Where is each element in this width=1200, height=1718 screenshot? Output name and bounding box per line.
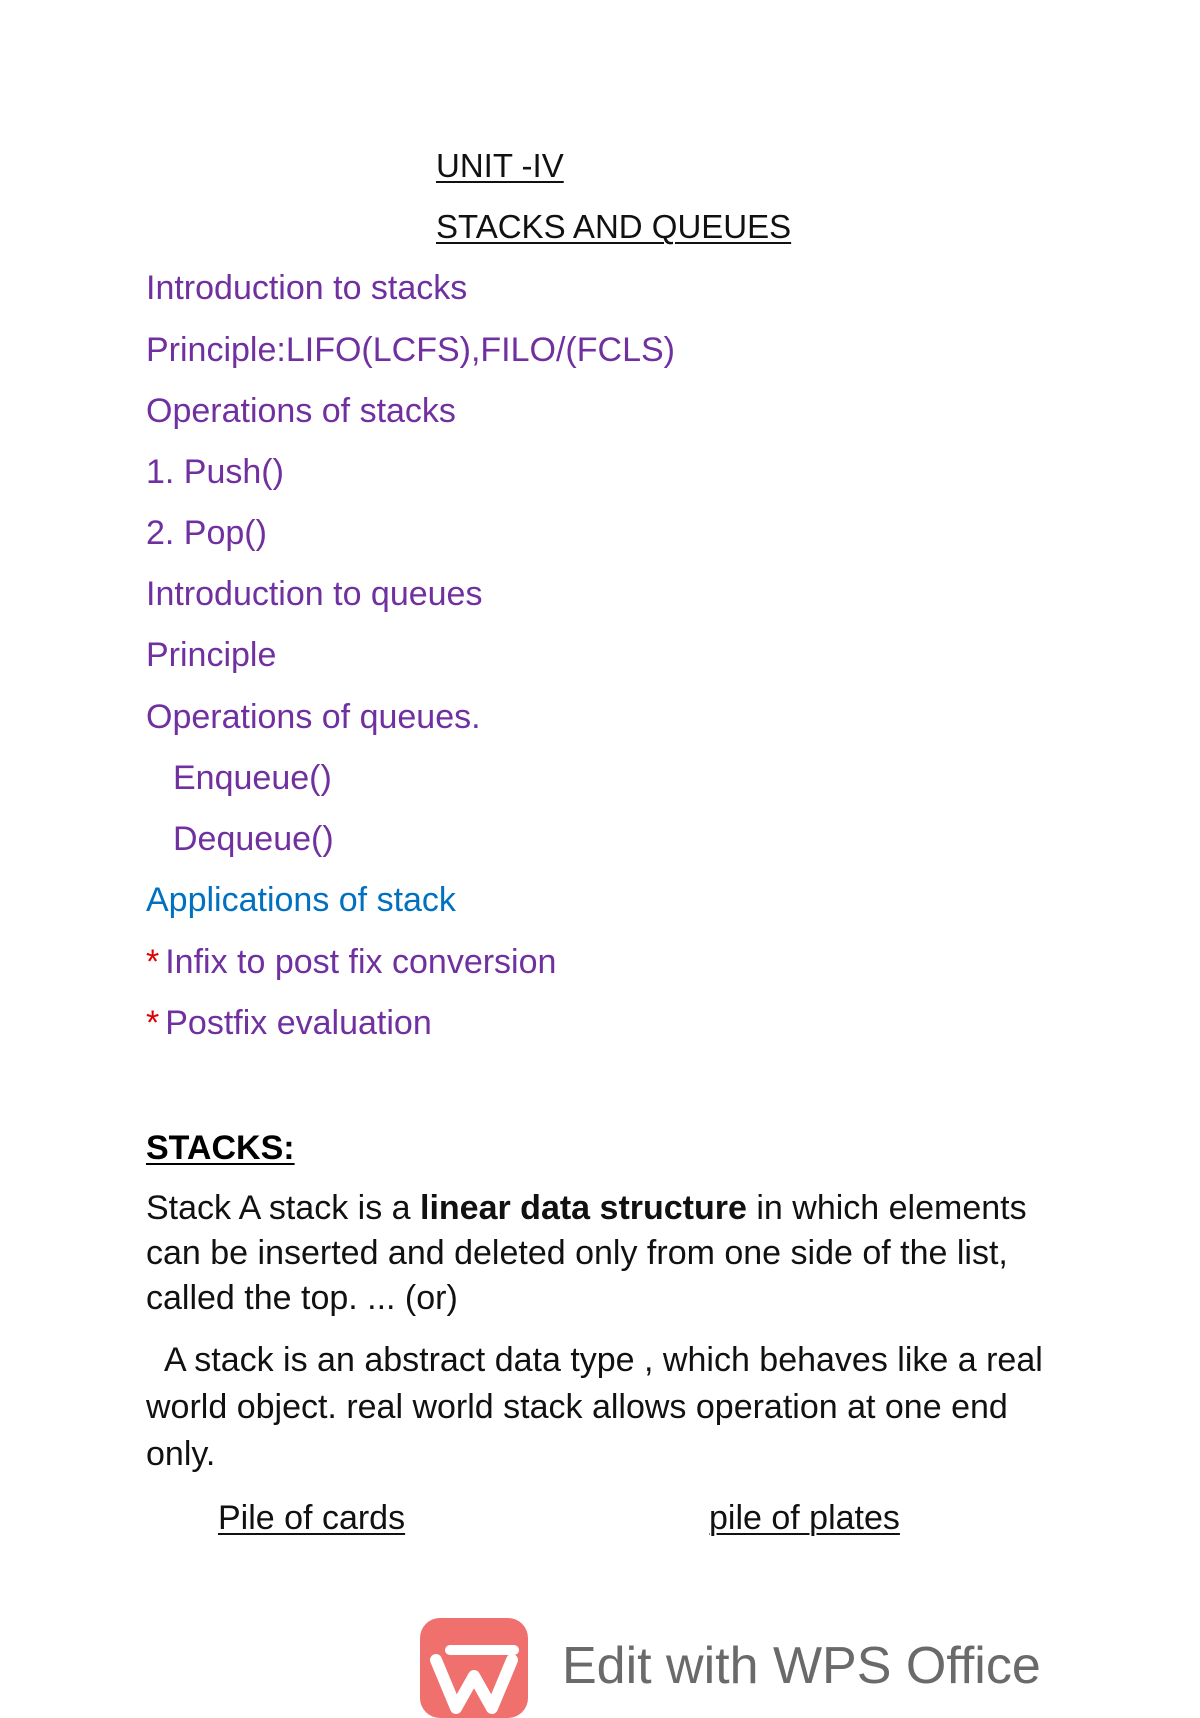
wps-edit-label: Edit with WPS Office — [562, 1637, 1041, 1695]
page-title: STACKS AND QUEUES — [436, 208, 792, 245]
outline-enqueue: Enqueue() — [173, 759, 332, 797]
outline-app-infix — [146, 942, 556, 982]
para1-text-a: Stack A stack is a — [146, 1189, 421, 1227]
para1-text-b: in which elements can be inserted and deleted only from one side of the list, called the top. ... (or) — [146, 1189, 1027, 1317]
stacks-definition-paragraph — [146, 1186, 1076, 1321]
outline-principle-stacks: Principle:LIFO(LCFS),FILO/(FCLS) — [146, 331, 675, 369]
outline-push: 1. Push() — [146, 453, 284, 491]
outline-ops-queues: Operations of queues. — [146, 698, 481, 736]
outline-intro-queues: Introduction to queues — [146, 575, 483, 613]
outline-intro-stacks: Introduction to stacks — [146, 269, 468, 307]
stacks-heading: STACKS: — [146, 1129, 295, 1167]
bullet-star: * — [146, 943, 160, 981]
caption-pile-of-cards: Pile of cards — [218, 1499, 406, 1537]
app-infix-text: Infix to post fix conversion — [165, 943, 557, 981]
app-postfix-text: Postfix evaluation — [165, 1004, 432, 1042]
para1-bold: linear data structure — [420, 1189, 747, 1227]
wps-watermark — [420, 1618, 1041, 1697]
outline-ops-stacks: Operations of stacks — [146, 392, 456, 430]
outline-app-postfix — [146, 1003, 432, 1043]
wps-logo-icon — [420, 1618, 528, 1718]
bullet-star: * — [146, 1004, 160, 1042]
outline-pop: 2. Pop() — [146, 514, 267, 552]
outline-principle-queues: Principle — [146, 636, 277, 674]
stacks-adt-paragraph: A stack is an abstract data type , which behaves like a real world object. real world stack allows operation at one end only. — [146, 1341, 1043, 1473]
caption-pile-of-plates: pile of plates — [709, 1499, 900, 1537]
outline-dequeue: Dequeue() — [173, 820, 334, 858]
outline-applications: Applications of stack — [146, 881, 456, 919]
unit-label: UNIT -IV — [436, 147, 564, 184]
